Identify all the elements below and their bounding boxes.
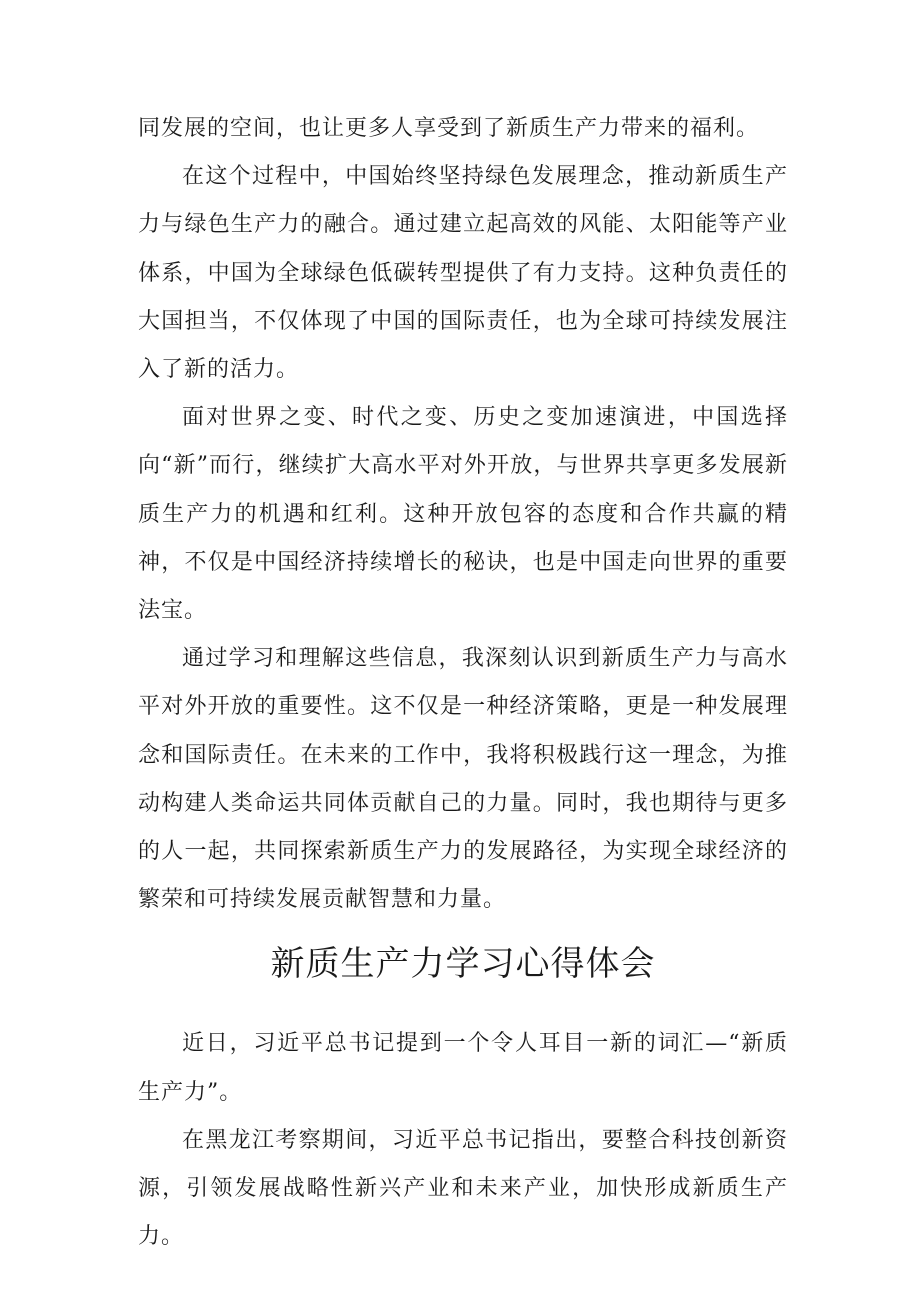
section-title: 新质生产力学习心得体会 <box>270 944 656 985</box>
paragraph-reflection: 通过学习和理解这些信息，我深刻认识到新质生产力与高水平对外开放的重要性。这不仅是一种经济策略，更是一种发展理念和国际责任。在未来的工作中，我将积极践行这一理念，为推动构建人类命运共同体贡献自己的力量。同时，我也期待与更多的人一起，共同探索新质生产力的发展路径，为实现全球经济的繁荣和可持续发展贡献智慧和力量。 <box>138 646 788 913</box>
paragraph-green-development: 在这个过程中，中国始终坚持绿色发展理念，推动新质生产力与绿色生产力的融合。通过建立起高效的风能、太阳能等产业体系，中国为全球绿色低碳转型提供了有力支持。这种负责任的大国担当，不仅体现了中国的国际责任，也为全球可持续发展注入了新的活力。 <box>138 164 788 383</box>
paragraph-continued: 同发展的空间，也让更多人享受到了新质生产力带来的福利。 <box>138 116 760 141</box>
paragraph-introduction: 近日，习近平总书记提到一个令人耳目一新的词汇—“新质生产力”。 <box>138 1031 788 1105</box>
paragraph-opening-up: 面对世界之变、时代之变、历史之变加速演进，中国选择向“新”而行，继续扩大高水平对外开放，与世界共享更多发展新质生产力的机遇和红利。这种开放包容的态度和合作共赢的精神，不仅是中国经济持续增长的秘诀，也是中国走向世界的重要法宝。 <box>138 405 788 624</box>
paragraph-heilongjiang: 在黑龙江考察期间，习近平总书记指出，要整合科技创新资源，引领发展战略性新兴产业和未来产业，加快形成新质生产力。 <box>138 1127 788 1250</box>
document-page <box>138 105 788 1261</box>
